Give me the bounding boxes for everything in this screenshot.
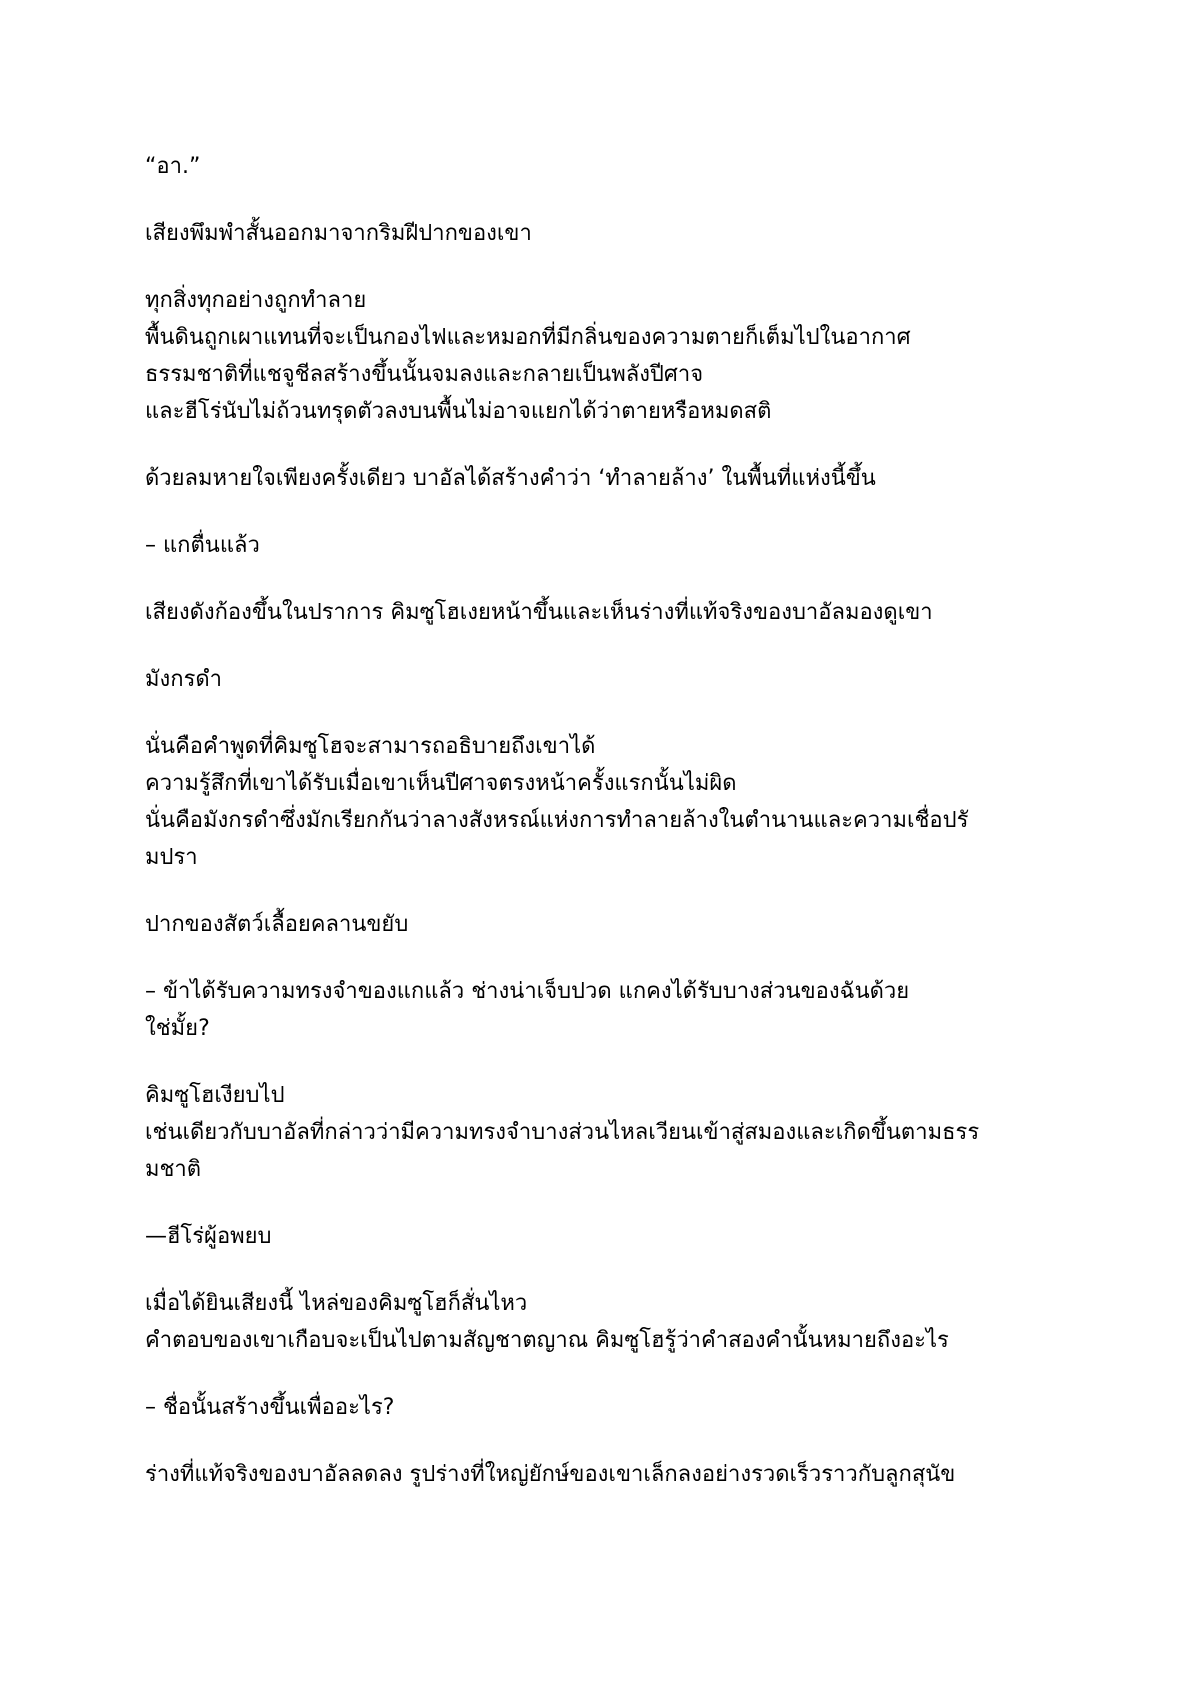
text-line: ปากของสัตว์เลื้อยคลานขยับ xyxy=(145,912,409,937)
text-line: เสียงดังก้องขึ้นในปราการ คิมซูโฮเงยหน้าขึ้นและเห็นร่างที่แท้จริงของบาอัลมองดูเขา xyxy=(145,600,933,625)
paragraph xyxy=(145,1456,1055,1493)
text-line: – ข้าได้รับความทรงจำของแกแล้ว ช่างน่าเจ็บปวด แกคงได้รับบางส่วนของฉันด้วย xyxy=(145,979,910,1004)
text-line: พื้นดินถูกเผาแทนที่จะเป็นกองไฟและหมอกที่มีกลิ่นของความตายก็เต็มไปในอากาศ xyxy=(145,325,911,350)
text-line: มปรา xyxy=(145,845,198,870)
text-line: นั่นคือคำพูดที่คิมซูโฮจะสามารถอธิบายถึงเขาได้ xyxy=(145,734,596,759)
paragraph xyxy=(145,661,1055,698)
text-line: มังกรดำ xyxy=(145,667,223,692)
text-line: ร่างที่แท้จริงของบาอัลลดลง รูปร่างที่ใหญ่ยักษ์ของเขาเล็กลงอย่างรวดเร็วราวกับลูกสุนัข xyxy=(145,1462,956,1487)
paragraph xyxy=(145,148,1055,185)
paragraph xyxy=(145,460,1055,497)
text-line: ความรู้สึกที่เขาได้รับเมื่อเขาเห็นปีศาจตรงหน้าครั้งแรกนั้นไม่ผิด xyxy=(145,771,737,796)
text-line: มชาติ xyxy=(145,1157,202,1182)
paragraph xyxy=(145,1218,1055,1255)
paragraph xyxy=(145,906,1055,943)
text-line: “อา.” xyxy=(145,154,201,179)
paragraph xyxy=(145,1285,1055,1359)
paragraph xyxy=(145,1389,1055,1426)
text-line: – ชื่อนั้นสร้างขึ้นเพื่ออะไร? xyxy=(145,1395,395,1420)
paragraph xyxy=(145,527,1055,564)
text-line: – แกตื่นแล้ว xyxy=(145,533,260,558)
text-line: —ฮีโร่ผู้อพยบ xyxy=(145,1224,272,1249)
text-line: คิมซูโฮเงียบไป xyxy=(145,1083,285,1108)
paragraph xyxy=(145,594,1055,631)
text-line: คำตอบของเขาเกือบจะเป็นไปตามสัญชาตญาณ คิมซูโฮรู้ว่าคำสองคำนั้นหมายถึงอะไร xyxy=(145,1328,949,1353)
text-line: ทุกสิ่งทุกอย่างถูกทำลาย xyxy=(145,288,367,313)
text-line: นั่นคือมังกรดำซึ่งมักเรียกกันว่าลางสังหรณ์แห่งการทำลายล้างในตำนานและความเชื่อปรั xyxy=(145,808,969,833)
text-line: ธรรมชาติที่แชจูชีลสร้างขึ้นนั้นจมลงและกลายเป็นพลังปีศาจ xyxy=(145,362,704,387)
paragraph xyxy=(145,282,1055,430)
document-body xyxy=(145,148,1055,1523)
paragraph xyxy=(145,973,1055,1047)
text-line: เมื่อได้ยินเสียงนี้ ไหล่ของคิมซูโฮก็สั่นไหว xyxy=(145,1291,528,1316)
text-line: เช่นเดียวกับบาอัลที่กล่าวว่ามีความทรงจำบางส่วนไหลเวียนเข้าสู่สมองและเกิดขึ้นตามธรร xyxy=(145,1120,980,1145)
text-line: และฮีโร่นับไม่ถ้วนทรุดตัวลงบนพื้นไม่อาจแยกได้ว่าตายหรือหมดสติ xyxy=(145,399,772,424)
text-line: เสียงพึมพำสั้นออกมาจากริมฝีปากของเขา xyxy=(145,221,532,246)
paragraph xyxy=(145,215,1055,252)
paragraph xyxy=(145,728,1055,876)
text-line: ด้วยลมหายใจเพียงครั้งเดียว บาอัลได้สร้างคำว่า ‘ทำลายล้าง’ ในพื้นที่แห่งนี้ขึ้น xyxy=(145,466,876,491)
paragraph xyxy=(145,1077,1055,1188)
text-line: ใช่มั้ย? xyxy=(145,1016,210,1041)
